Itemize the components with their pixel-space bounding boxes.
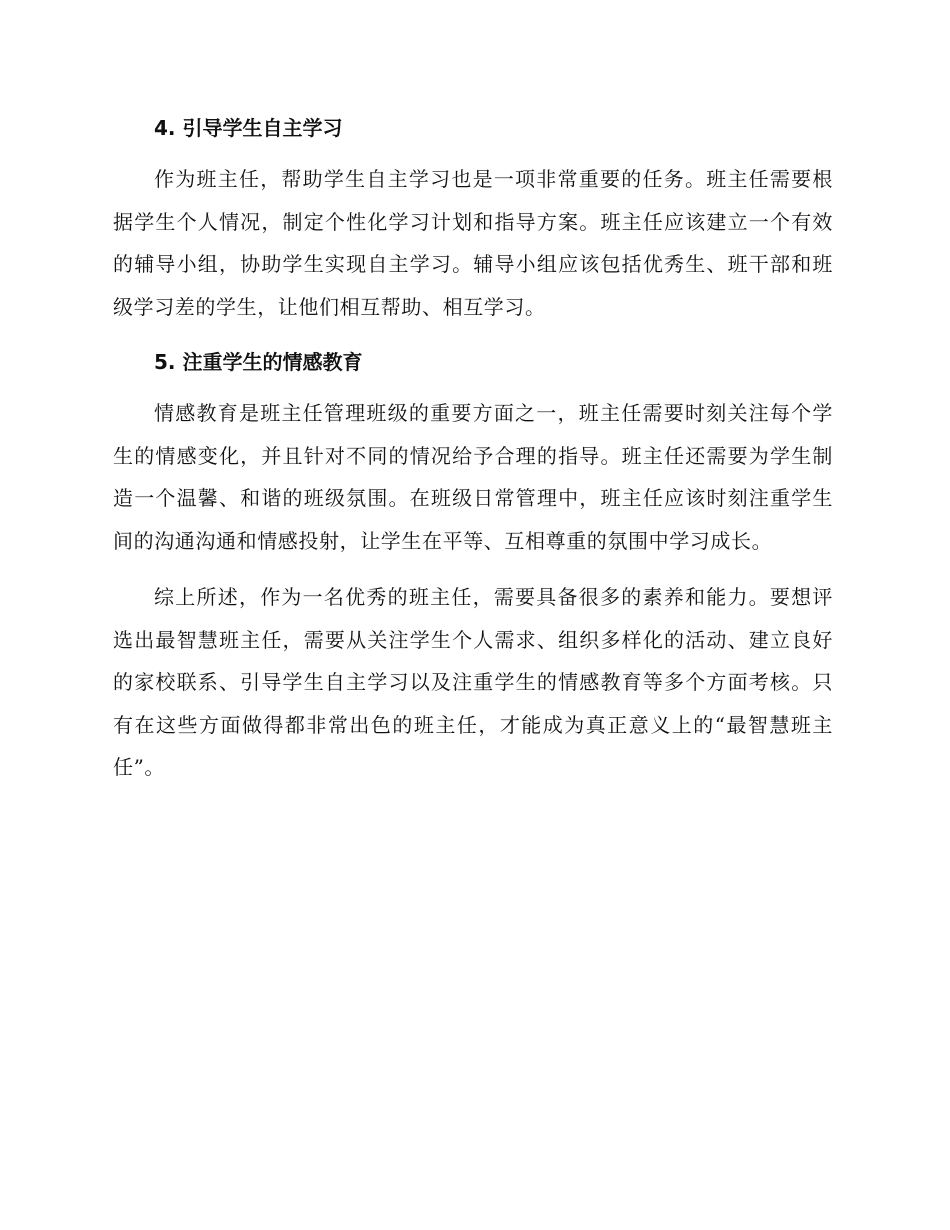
- section-heading-5: 5. 注重学生的情感教育: [154, 350, 363, 374]
- section-paragraph-4: 作为班主任，帮助学生自主学习也是一项非常重要的任务。班主任需要根据学生个人情况，制定个性化学习计划和指导方案。班主任应该建立一个有效的辅导小组，协助学生实现自主学习。辅导小组应该包括优秀生、班干部和班级学习差的学生，让他们相互帮助、相互学习。: [113, 167, 833, 319]
- document-body: [113, 108, 833, 789]
- section-paragraph-5: 情感教育是班主任管理班级的重要方面之一，班主任需要时刻关注每个学生的情感变化，并且针对不同的情况给予合理的指导。班主任还需要为学生制造一个温馨、和谐的班级氛围。在班级日常管理中，班主任应该时刻注重学生间的沟通沟通和情感投射，让学生在平等、互相尊重的氛围中学习成长。: [113, 401, 833, 553]
- conclusion-paragraph: 综上所述，作为一名优秀的班主任，需要具备很多的素养和能力。要想评选出最智慧班主任，需要从关注学生个人需求、组织多样化的活动、建立良好的家校联系、引导学生自主学习以及注重学生的情感教育等多个方面考核。只有在这些方面做得都非常出色的班主任，才能成为真正意义上的“最智慧班主任”。: [113, 585, 833, 779]
- section-heading-4: 4. 引导学生自主学习: [154, 116, 343, 140]
